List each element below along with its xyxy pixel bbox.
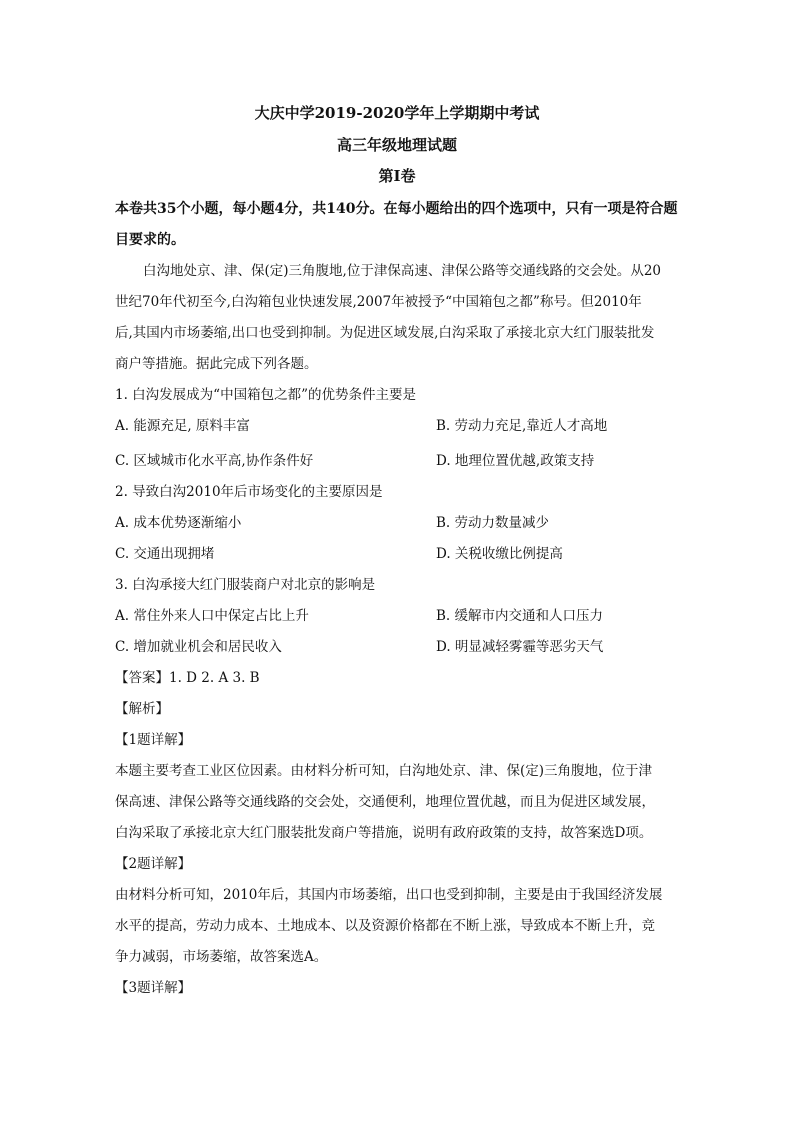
passage-line: 商户等措施。据此完成下列各题。 — [115, 356, 318, 372]
analysis-label: 【解析】 — [115, 701, 169, 717]
volume-label: 第Ⅰ卷 — [378, 167, 416, 185]
option-a: A. 常住外来人口中保定占比上升 — [115, 608, 309, 624]
option-d: D. 关税收缴比例提高 — [436, 546, 563, 562]
passage-line: 世纪70年代初至今,白沟箱包业快速发展,2007年被授予“中国箱包之都”称号。但2010年 — [115, 294, 642, 310]
detail-label: 【1题详解】 — [115, 732, 192, 748]
option-row — [115, 508, 681, 539]
option-c: C. 增加就业机会和居民收入 — [115, 639, 282, 655]
option-b: B. 缓解市内交通和人口压力 — [436, 608, 604, 624]
option-d: D. 明显减轻雾霾等恶劣天气 — [436, 639, 604, 655]
question-stem: 3. 白沟承接大红门服装商户对北京的影响是 — [115, 577, 376, 593]
detail-label: 【2题详解】 — [115, 856, 192, 872]
detail-line: 争力减弱，市场萎缩，故答案选A。 — [115, 949, 328, 965]
option-row — [115, 632, 681, 663]
option-a: A. 成本优势逐渐缩小 — [115, 515, 242, 531]
exam-subtitle: 高三年级地理试题 — [336, 136, 457, 154]
option-row — [115, 601, 681, 632]
exam-title: 大庆中学2019-2020学年上学期期中考试 — [254, 104, 540, 122]
option-d: D. 地理位置优越,政策支持 — [436, 453, 595, 469]
option-row — [115, 446, 681, 477]
document-body — [115, 194, 681, 1004]
option-b: B. 劳动力充足,靠近人才高地 — [436, 418, 608, 434]
passage-line: 后,其国内市场萎缩,出口也受到抑制。为促进区域发展,白沟采取了承接北京大红门服装批发 — [115, 325, 655, 341]
option-b: B. 劳动力数量减少 — [436, 515, 550, 531]
detail-line: 本题主要考查工业区位因素。由材料分析可知，白沟地处京、津、保(定)三角腹地，位于津 — [115, 763, 653, 779]
option-row — [115, 411, 681, 442]
option-a: A. 能源充足, 原料丰富 — [115, 418, 250, 434]
detail-line: 水平的提高，劳动力成本、土地成本、以及资源价格都在不断上涨，导致成本不断上升，竞 — [115, 918, 655, 934]
passage-line: 白沟地处京、津、保(定)三角腹地,位于津保高速、津保公路等交通线路的交会处。从20 — [143, 263, 662, 279]
detail-line: 白沟采取了承接北京大红门服装批发商户等措施，说明有政府政策的支持，故答案选D项。 — [115, 825, 653, 841]
option-c: C. 区域城市化水平高,协作条件好 — [115, 453, 314, 469]
detail-line: 保高速、津保公路等交通线路的交会处，交通便利，地理位置优越，而且为促进区域发展， — [115, 794, 655, 810]
question-stem: 2. 导致白沟2010年后市场变化的主要原因是 — [115, 484, 383, 500]
instruction-line: 本卷共35个小题，每小题4分，共140分。在每小题给出的四个选项中，只有一项是符合题 — [115, 201, 678, 217]
detail-line: 由材料分析可知，2010年后，其国内市场萎缩，出口也受到抑制，主要是由于我国经济发展 — [115, 887, 663, 903]
answer-key: 【答案】1. D 2. A 3. B — [115, 670, 260, 686]
detail-label: 【3题详解】 — [115, 980, 192, 996]
instruction-line: 目要求的。 — [115, 232, 185, 248]
option-c: C. 交通出现拥堵 — [115, 546, 215, 562]
option-row — [115, 539, 681, 570]
question-stem: 1. 白沟发展成为“中国箱包之都”的优势条件主要是 — [115, 387, 416, 403]
